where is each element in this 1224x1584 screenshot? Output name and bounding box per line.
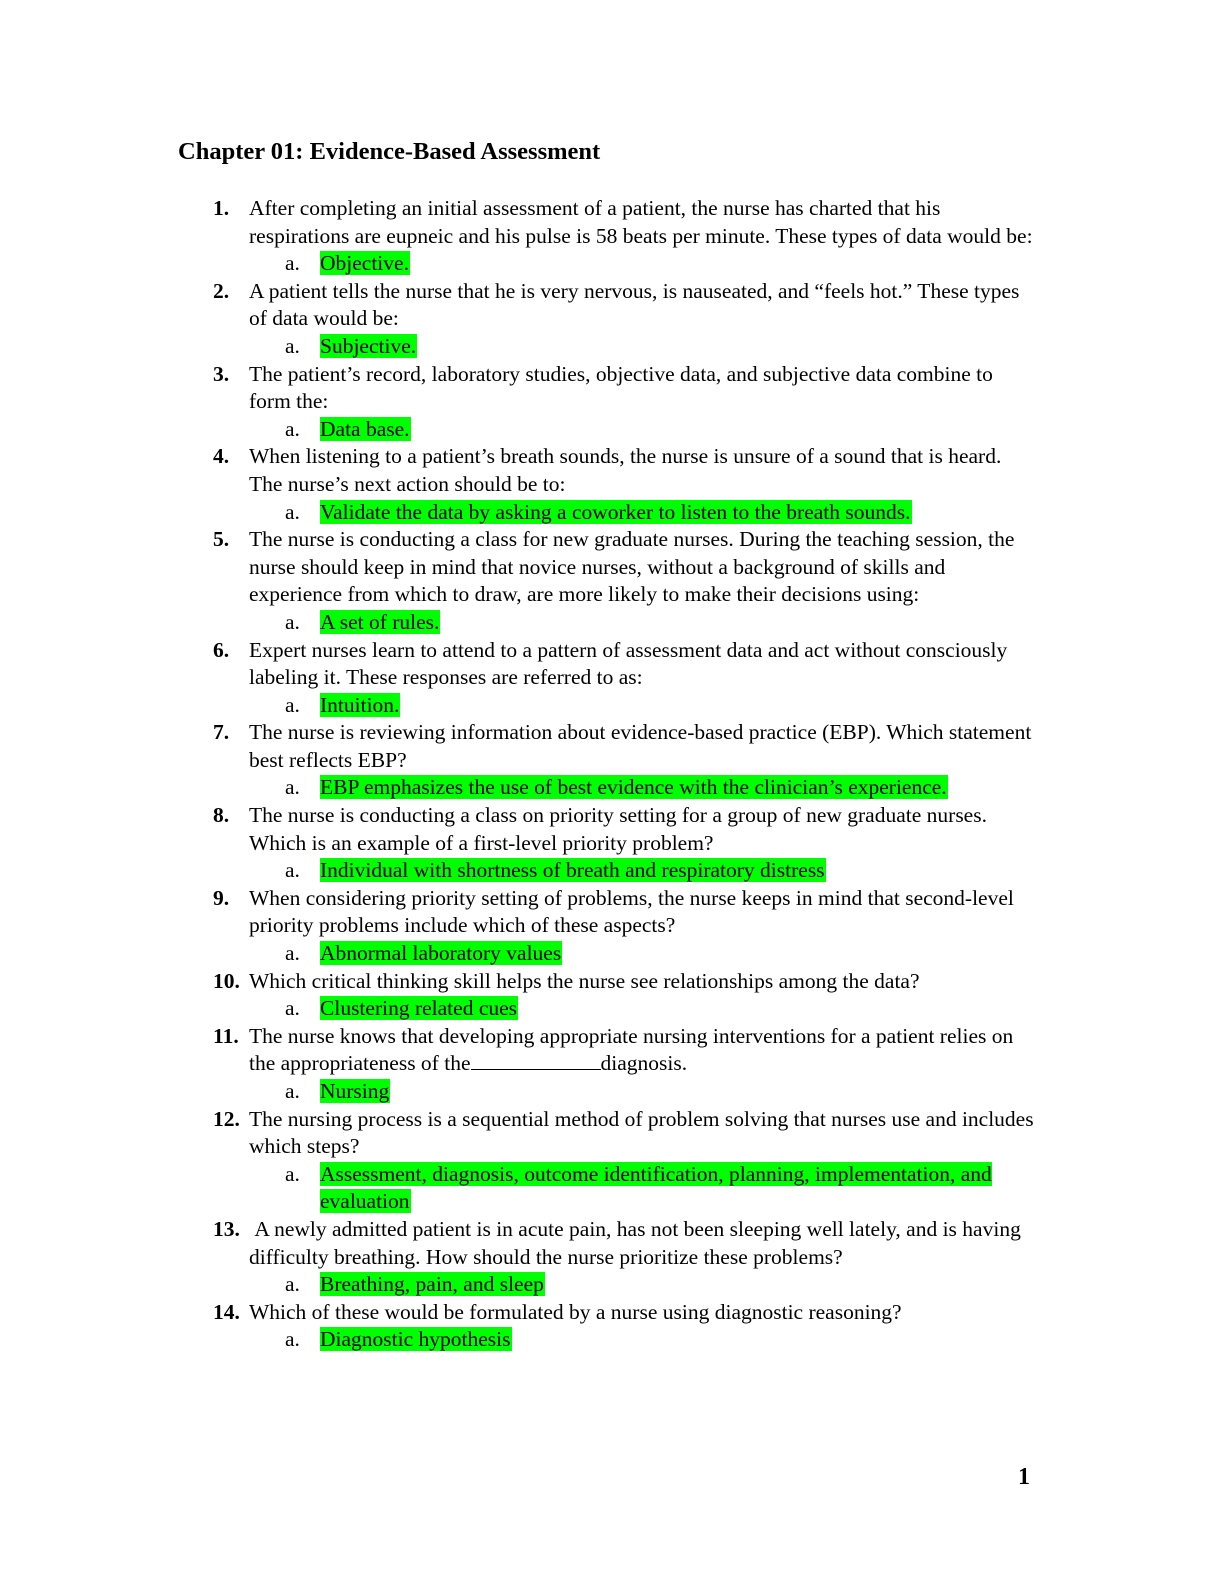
- question-text: The patient’s record, laboratory studies, objective data, and subjective data combine to form the:: [249, 361, 993, 414]
- answer-option: [285, 774, 1040, 802]
- answer-letter: a.: [285, 416, 300, 441]
- answer-text-highlighted: A set of rules.: [320, 609, 440, 634]
- question-item: [0, 802, 1224, 885]
- answer-letter: a.: [285, 858, 300, 883]
- question-number: 11.: [213, 1023, 239, 1048]
- answer-text-highlighted: Abnormal laboratory values: [320, 941, 562, 966]
- question-item: [0, 1216, 1224, 1299]
- question-text: The nursing process is a sequential method of problem solving that nurses use and includes which steps?: [249, 1106, 1034, 1159]
- answer-letter: a.: [285, 996, 300, 1021]
- question-item: [0, 719, 1224, 802]
- question-item: [0, 968, 1224, 1023]
- answer-text-highlighted: Breathing, pain, and sleep: [320, 1272, 544, 1297]
- answer-option: [285, 609, 1040, 637]
- answer-text-highlighted: Individual with shortness of breath and respiratory distress: [320, 858, 825, 883]
- answer-letter: a.: [285, 499, 300, 524]
- answer-option: [285, 940, 1040, 968]
- question-item: [0, 361, 1224, 444]
- question-text: The nurse is conducting a class for new graduate nurses. During the teaching session, the nurse should keep in mind that novice nurses, without a background of skills and experience from which to draw, are more likely to make their decisions using:: [249, 527, 1015, 607]
- answer-text-highlighted: Diagnostic hypothesis: [320, 1327, 511, 1352]
- question-number: 8.: [213, 803, 230, 828]
- question-text: After completing an initial assessment of a patient, the nurse has charted that his respirations are eupneic and his pulse is 58 beats per minute. These types of data would be:: [249, 196, 1033, 248]
- question-text: When listening to a patient’s breath sounds, the nurse is unsure of a sound that is heard. The nurse’s next action should be to:: [249, 444, 1002, 496]
- question-number: 12.: [213, 1106, 240, 1131]
- answer-text-highlighted: Data base.: [320, 416, 410, 441]
- question-item: [0, 195, 1224, 278]
- question-text: A newly admitted patient is in acute pain, has not been sleeping well lately, and is having difficulty breathing. How should the nurse prioritize these problems?: [249, 1216, 1027, 1269]
- answer-option: [285, 499, 1040, 527]
- question-item: [0, 278, 1224, 361]
- question-item: [0, 637, 1224, 720]
- answer-option: [285, 333, 1040, 361]
- answer-letter: a.: [285, 1161, 300, 1186]
- question-item: [0, 1299, 1224, 1354]
- question-item: [0, 526, 1224, 636]
- answer-letter: a.: [285, 775, 300, 800]
- question-number: 7.: [213, 720, 230, 745]
- question-number: 1.: [213, 196, 230, 220]
- question-text: Which of these would be formulated by a nurse using diagnostic reasoning?: [249, 1299, 902, 1324]
- answer-text-highlighted: Objective.: [320, 251, 409, 276]
- question-text: The nurse is reviewing information about evidence-based practice (EBP). Which statement best reflects EBP?: [249, 720, 1032, 772]
- page-title: Chapter 01: Evidence-Based Assessment: [178, 138, 601, 165]
- fill-in-blank-line: [471, 1052, 601, 1070]
- question-text: Expert nurses learn to attend to a pattern of assessment data and act without consciously labeling it. These responses are referred to as:: [249, 637, 1008, 690]
- question-number: 10.: [213, 968, 240, 993]
- question-item: [0, 885, 1224, 968]
- question-item: [0, 1023, 1224, 1106]
- answer-letter: a.: [285, 251, 300, 276]
- question-text: [249, 1023, 1039, 1078]
- answer-letter: a.: [285, 333, 300, 358]
- question-number: 13.: [213, 1216, 240, 1241]
- question-number: 5.: [213, 527, 230, 552]
- answer-option: [285, 1078, 1040, 1106]
- answer-letter: a.: [285, 1327, 300, 1352]
- question-list: [0, 195, 1224, 1354]
- answer-option: [285, 1326, 1040, 1354]
- answer-text-highlighted: Assessment, diagnosis, outcome identification, planning, implementation, and evaluation: [320, 1161, 992, 1214]
- answer-option: [285, 692, 1040, 720]
- answer-option: [285, 1161, 1040, 1216]
- answer-option: [285, 416, 1040, 444]
- question-item: [0, 1106, 1224, 1216]
- question-text-after-blank: diagnosis.: [600, 1051, 688, 1076]
- question-text: When considering priority setting of problems, the nurse keeps in mind that second-level priority problems include which of these aspects?: [249, 885, 1014, 938]
- answer-option: [285, 250, 1040, 278]
- answer-option: [285, 995, 1040, 1023]
- question-number: 14.: [213, 1299, 240, 1324]
- answer-text-highlighted: Intuition.: [320, 692, 400, 717]
- question-number: 3.: [213, 361, 230, 386]
- answer-text-highlighted: Clustering related cues: [320, 996, 518, 1021]
- answer-text-highlighted: Subjective.: [320, 333, 417, 358]
- question-item: [0, 443, 1224, 526]
- answer-text-highlighted: Nursing: [320, 1079, 390, 1103]
- question-number: 4.: [213, 444, 230, 469]
- question-number: 2.: [213, 278, 230, 303]
- question-number: 9.: [213, 885, 230, 910]
- question-text: The nurse is conducting a class on priority setting for a group of new graduate nurses. Which is an example of a first-level priority problem?: [249, 803, 987, 855]
- page-number: 1: [1018, 1464, 1030, 1490]
- question-number: 6.: [213, 637, 230, 662]
- answer-letter: a.: [285, 1272, 300, 1297]
- question-text-before-blank: The nurse knows that developing appropriate nursing interventions for a patient relies on the appropriateness of the: [249, 1023, 1014, 1076]
- answer-text-highlighted: Validate the data by asking a coworker to listen to the breath sounds.: [320, 499, 911, 524]
- question-text: A patient tells the nurse that he is very nervous, is nauseated, and “feels hot.” These types of data would be:: [249, 278, 1020, 331]
- answer-letter: a.: [285, 1079, 300, 1103]
- answer-option: [285, 857, 1040, 885]
- answer-letter: a.: [285, 609, 300, 634]
- answer-letter: a.: [285, 941, 300, 966]
- answer-text-highlighted: EBP emphasizes the use of best evidence with the clinician’s experience.: [320, 775, 947, 800]
- answer-option: [285, 1271, 1040, 1299]
- question-text: Which critical thinking skill helps the nurse see relationships among the data?: [249, 968, 920, 993]
- answer-letter: a.: [285, 692, 300, 717]
